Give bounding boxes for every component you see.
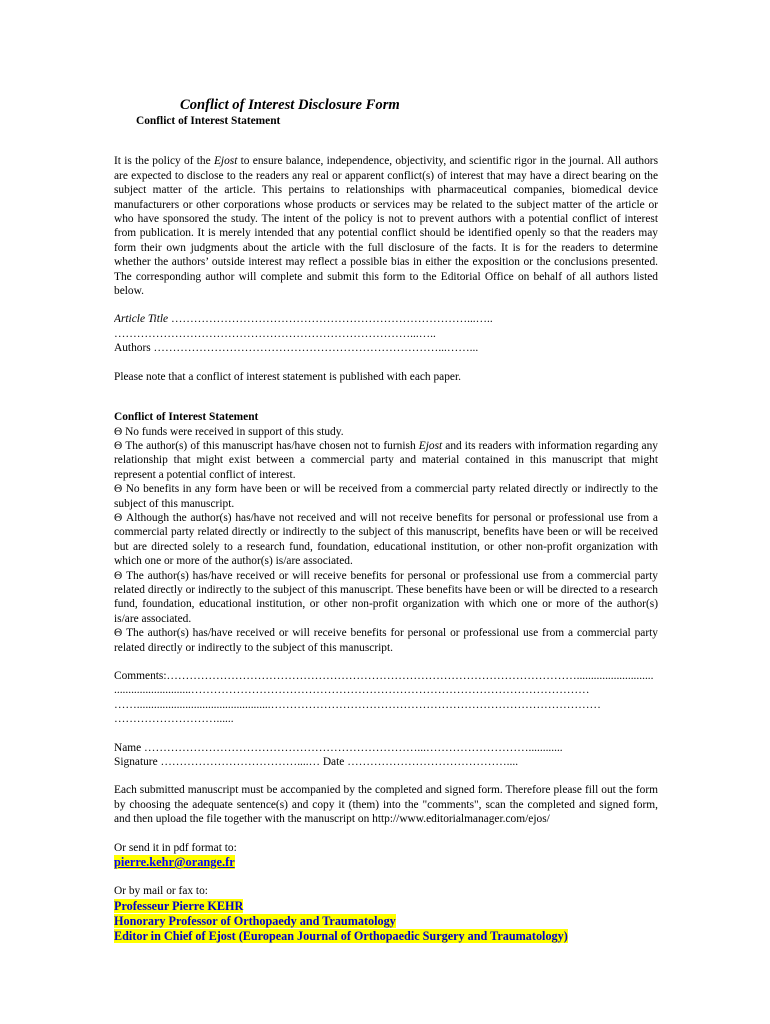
submission-instructions: Each submitted manuscript must be accompanied by the completed and signed form. Therefore please fill out the form by choosing the adequate sentence(s) and copy it (them) into the "comments", scan the completed and signed form, and then upload the file together with the manuscript on http://www.editorialmanager.com/ejos/ (114, 784, 658, 826)
authors-field[interactable]: Authors …………………………………………………………………...……... (114, 342, 479, 355)
statement-option-6: Θ The author(s) has/have received or will receive benefits for personal or professional use from a commercial party related directly or indirectly to the subject of this manuscript. (114, 627, 658, 654)
form-content (114, 96, 658, 944)
article-title-continuation[interactable]: ……………………………………………………………………...….. (114, 327, 436, 340)
pdf-send-text: Or send it in pdf format to: (114, 841, 237, 854)
authors-label: Authors (114, 342, 151, 355)
comments-line[interactable]: ………………………...... (114, 713, 234, 726)
statement-option-5: Θ The author(s) has/have received or will receive benefits for personal or professional use from a commercial party related directly or indirectly to the subject of this manuscript. These benefits have been or will be directed to a research fund, foundation, educational institution, or other non-profit organization with which one or more of the author(s) is/are associated. (114, 569, 658, 625)
statement-option-1: Θ No funds were received in support of this study. (114, 425, 344, 438)
article-title-field[interactable]: Article Title ……………………………………………………………………...….. (114, 313, 493, 326)
statement-option-3: Θ No benefits in any form have been or will be received from a commercial party related directly or indirectly to the subject of this manuscript. (114, 483, 658, 510)
comments-line[interactable]: ……...............................................…………………………………………………………………………… (114, 698, 601, 711)
name-field[interactable]: Name ………………………………………………………………...………………………............ (114, 741, 563, 754)
statement-heading: Conflict of Interest Statement (114, 411, 259, 424)
comments-label: Comments: (114, 670, 167, 682)
statement-option-4: Θ Although the author(s) has/have not received and will not receive benefits for personal or professional use from a commercial party related directly or indirectly to the subject of this manuscript, benefits have been or will be received but are directed solely to a research fund, foundation, educational institution, or other non-profit organization with which one or more of the author(s) is/are associated. (114, 511, 658, 568)
signature-field[interactable]: ………………………………....… (157, 756, 320, 769)
contact-name: Professeur Pierre KEHR (114, 898, 244, 913)
form-title: Conflict of Interest Disclosure Form (180, 97, 400, 113)
date-field[interactable]: …………………………………….... (344, 756, 519, 769)
mail-send-text: Or by mail or fax to: (114, 885, 208, 898)
contact-editor: Editor in Chief of Ejost (European Journal of Orthopaedic Surgery and Traumatology) (114, 928, 568, 943)
policy-paragraph: It is the policy of the Ejost to ensure balance, independence, objectivity, and scientific rigor in the journal. All authors are expected to disclose to the readers any real or apparent conflict(s) of interest that may have a direct bearing on the subject matter of the article. This pertains to relationships with pharmaceutical companies, biomedical device manufacturers or other corporations whose products or services may be related to the subject matter of the article or who have sponsored the study. The intent of the policy is not to prevent authors with a potential conflict of interest from publication. It is merely intended that any potential conflict should be identified openly so that the readers may form their own judgments about the article with the full disclosure of the facts. It is for the readers to determine whether the authors’ outside interest may reflect a possible bias in either the exposition or the conclusions presented. The corresponding author will complete and submit this form to the Editorial Office on behalf of all authors listed below. (114, 155, 659, 298)
contact-role: Honorary Professor of Orthopaedy and Traumatology (114, 913, 396, 928)
comments-line[interactable]: ...........................…………………………………………………………………………………………… (114, 684, 590, 697)
form-subtitle: Conflict of Interest Statement (136, 115, 281, 127)
signature-date-row (114, 755, 658, 769)
contact-block (114, 899, 658, 944)
comments-field[interactable]: Comments:………………………………………………………………………………………………........................... (114, 670, 654, 682)
email-link[interactable]: pierre.kehr@orange.fr (114, 855, 235, 870)
journal-name: Ejost (213, 155, 238, 168)
signature-label: Signature (114, 756, 158, 769)
date-label: Date (319, 756, 345, 769)
publication-note: Please note that a conflict of interest statement is published with each paper. (114, 370, 461, 383)
statement-option-2: Θ The author(s) of this manuscript has/have chosen not to furnish Ejost and its readers with information regarding any relationship that might exist between a commercial party and material contained in this manuscript that might represent a potential conflict of interest. (114, 439, 658, 481)
name-label: Name (114, 741, 142, 754)
article-title-label: Article Title (114, 313, 169, 326)
